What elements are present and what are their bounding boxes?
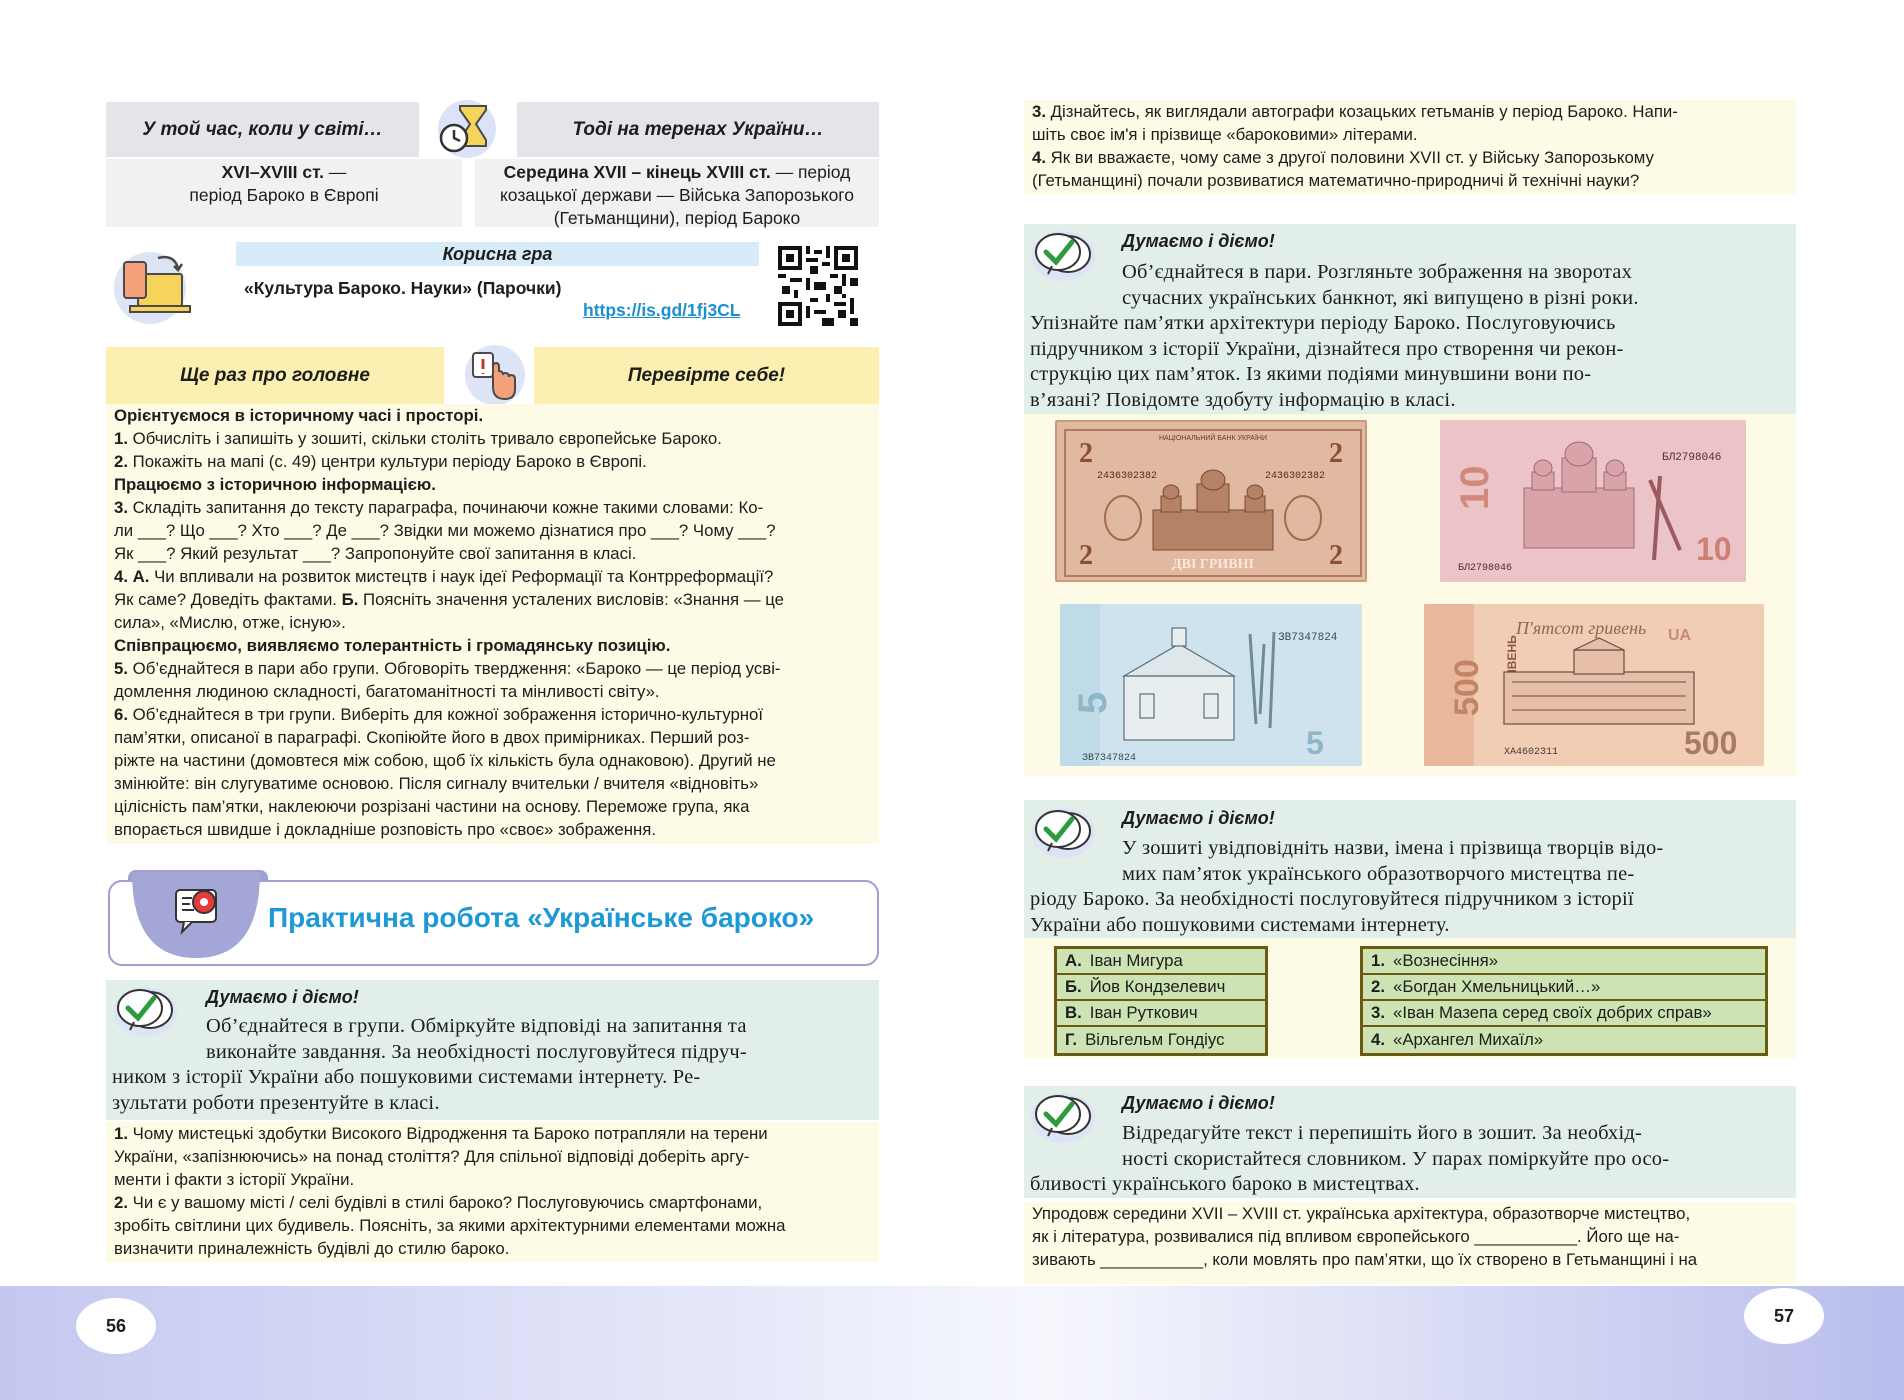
review-header-label: Ще раз про головне xyxy=(180,364,370,386)
svg-text:10: 10 xyxy=(1453,465,1497,510)
review-line: 2. Покажіть на мапі (с. 49) центри культури періоду Бароко в Європі. xyxy=(114,452,647,471)
review-line: Працюємо з історичною інформацією. xyxy=(114,475,436,494)
table-row: 2. «Богдан Хмельницький…» xyxy=(1363,975,1765,1001)
task-text-banknotes: Об’єднайтеся в пари. Розгляньте зображення на зворотах сучасних українських банкнот, які випущено в різні роки. Упізнайте пам’ятки архітектури періоду Бароко. Послуговуючись підручником з історії України, дізнайтеся про створення чи рекон- струкцію цих пам’яток. Із якими подіями минувшини вони по- в’язані? Повідомте здобуту інформацію в класі. xyxy=(1030,261,1639,411)
check-header xyxy=(534,347,879,404)
table-row: 4. «Архангел Михаїл» xyxy=(1371,1030,1544,1049)
review-questions xyxy=(106,404,879,844)
review-line: Орієнтуємося в історичному часі і просторі. xyxy=(114,406,484,425)
review-line: Як ___? Який результат ___? Запропонуйте свої запитання в класі. xyxy=(114,544,637,563)
world-period-rest: — xyxy=(324,162,347,182)
review-line: домлення людиною складності, багатоманітності та мінливості світу». xyxy=(114,682,660,701)
ukraine-period-bold: Середина XVII – кінець XVIII ст. xyxy=(503,162,771,182)
review-line: 1. Обчисліть і запишіть у зошиті, скільки століть тривало європейське Бароко. xyxy=(114,429,722,448)
review-line: впорається швидше і докладніше розповість про «своє» зображення. xyxy=(114,820,656,839)
header-world-label: У той час, коли у світі… xyxy=(142,118,383,140)
task-title-edit: Думаємо і діємо! xyxy=(1122,1093,1275,1113)
review-line: цілісність пам’ятки, наклеюючи розрізані частини на основу. Переможе група, яка xyxy=(114,797,750,816)
table-row: 1. «Вознесіння» xyxy=(1363,949,1765,975)
banknote-500-hryvnia xyxy=(1424,604,1764,766)
ukraine-period-box xyxy=(475,159,879,227)
hourglass-clock-icon xyxy=(432,98,502,160)
ukraine-period-line2: козацької держави — Війська Запорозького xyxy=(499,185,855,205)
svg-text:5: 5 xyxy=(1071,691,1115,714)
note10-serial-bottom: БЛ2798046 xyxy=(1458,563,1513,574)
note500-script: П'ятсот гривень xyxy=(1516,618,1647,638)
practical-questions: 1. Чому мистецькі здобутки Високого Відродження та Бароко потрапляли на терени України, «запізнюючись» на понад століття? Для спільної відповіді доберіть аргу- менти і факти з історії України. 2. Чи є у вашому місті / селі будівлі в стилі бароко? Послуговуючись смартфонами, зробіть світлини цих будивель. Поясніть, за якими архітектурними елементами можна визначити приналежність будівлі до стилю бароко. xyxy=(106,1122,879,1262)
page-number-left: 56 xyxy=(76,1298,156,1354)
note2-text: ДВІ ГРИВНІ xyxy=(1172,557,1254,572)
note5-serial-bottom: ЗВ7347824 xyxy=(1082,753,1137,764)
table-row: Б. Йов Кондзелевич xyxy=(1057,975,1265,1001)
game-link[interactable]: https://is.gd/1fj3CL xyxy=(583,300,741,320)
practical-work-icon xyxy=(132,872,260,958)
review-line: 6. Об’єднайтеся в три групи. Виберіть для кожної зображення історично-культурної xyxy=(114,705,764,724)
practical-work-title: Практична робота «Українське бароко» xyxy=(268,902,815,933)
ukraine-period-rest: — період xyxy=(770,162,851,182)
banknote-10-hryvnia xyxy=(1440,420,1746,582)
banknote-5-hryvnia xyxy=(1060,604,1362,766)
practical-questions-cont: 3. Дізнайтесь, як виглядали автографи козацьких гетьманів у період Бароко. Напи- шіть своє ім'я і прізвище «бароковими» літерами. 4. Як ви вважаєте, чому саме з другої половини XVII ст. у Війську Запорозькому (Гетьманщині) почали розвиватися математично-природничі й технічні науки? xyxy=(1024,100,1796,194)
review-line: ріжте на частини (домовтеся між собою, щоб їх кількість була однаковою). Другий не xyxy=(114,751,776,770)
review-line: сила», «Мислю, отже, існую». xyxy=(114,613,346,632)
task-title-left: Думаємо і діємо! xyxy=(206,987,359,1007)
review-header xyxy=(106,347,444,404)
svg-text:2: 2 xyxy=(1329,540,1343,571)
note2-serial-left: 2436302382 xyxy=(1097,471,1158,482)
game-header-label: Корисна гра xyxy=(442,244,553,264)
task-title-matching: Думаємо і діємо! xyxy=(1122,808,1275,828)
note2-bank: НАЦІОНАЛЬНИЙ БАНК УКРАЇНИ xyxy=(1158,435,1268,442)
svg-text:5: 5 xyxy=(1306,725,1324,761)
svg-text:2: 2 xyxy=(1079,438,1093,469)
svg-text:2: 2 xyxy=(1329,438,1343,469)
svg-text:UA: UA xyxy=(1668,627,1692,644)
review-line: 3. Складіть запитання до тексту параграфа, починаючи кожне такими словами: Ко- xyxy=(114,498,764,517)
task-text-matching: У зошиті увідповідніть назви, імена і прізвища творців відо- мих пам’яток українського образотворчого мистецтва пе- ріоду Бароко. За необхідності послуговуйтеся підручником з історії України або пошуковими системами інтернету. xyxy=(1030,837,1664,936)
header-world xyxy=(106,102,419,157)
edit-text: Упродовж середини XVII – XVIII ст. українська архітектура, образотворче мистецтво, як і література, розвивалися під впливом європейського ___________. Його ще на- зивають ___________, коли мовлять про пам’ятки, що їх створено в Гетьманщині і на xyxy=(1024,1202,1796,1284)
task-text-edit: Відредагуйте текст і перепишіть його в зошит. За необхід- ності скористайтеся словником. У парах поміркуйте про осо- бливості українського бароко в мистецтвах. xyxy=(1030,1122,1670,1195)
review-line: ли ___? Що ___? Хто ___? Де ___? Звідки ми можемо дізнатися про ___? Чому ___? xyxy=(114,521,776,540)
game-computer-icon xyxy=(108,244,198,328)
note500-serial: ХА4602311 xyxy=(1504,747,1559,758)
works-table xyxy=(1360,946,1768,1056)
pointer-hand-icon xyxy=(463,343,527,407)
task-title-banknotes: Думаємо і діємо! xyxy=(1122,231,1275,251)
review-line: 5. Об’єднайтеся в пари або групи. Обговоріть твердження: «Бароко — це період усві- xyxy=(114,659,781,678)
note2-serial-right: 2436302382 xyxy=(1265,471,1326,482)
review-line: пам’ятки, описаної в параграфі. Скопіюйте його в двох примірниках. Перший роз- xyxy=(114,728,750,747)
review-line: Як саме? Доведіть фактами. Б. Поясніть значення усталених висловів: «Знання — це xyxy=(114,590,784,609)
svg-text:500: 500 xyxy=(1448,659,1486,716)
banknote-2-hryvnia xyxy=(1055,420,1367,582)
svg-text:2: 2 xyxy=(1079,540,1093,571)
game-title: «Культура Бароко. Науки» (Парочки) xyxy=(244,278,562,298)
table-row: 3. «Іван Мазепа серед своїх добрих справ» xyxy=(1363,1001,1765,1027)
world-period-box xyxy=(106,159,462,227)
note5-serial-top: ЗВ7347824 xyxy=(1278,632,1338,644)
table-row: А. Іван Мигура xyxy=(1057,949,1265,975)
table-row: Г. Вільгельм Гондіус xyxy=(1065,1030,1225,1049)
note10-serial-top: БЛ2798046 xyxy=(1662,452,1722,464)
names-table xyxy=(1054,946,1268,1056)
header-ukraine-label: Тоді на теренах України… xyxy=(572,118,824,140)
check-header-label: Перевірте себе! xyxy=(627,364,786,386)
svg-text:500: 500 xyxy=(1684,725,1738,761)
ukraine-period-line3: (Гетьманщини), період Бароко xyxy=(553,208,801,228)
svg-text:10: 10 xyxy=(1696,531,1732,567)
world-period-line2: період Бароко в Європі xyxy=(189,185,379,205)
footer-band xyxy=(0,1286,1904,1400)
table-row: В. Іван Руткович xyxy=(1057,1001,1265,1027)
task-text-left: Об’єднайтеся в групи. Обміркуйте відповіді на запитання та виконайте завдання. За необхідності послуговуйтеся підруч- ником з історії України або пошуковими системами інтернету. Ре- зультати роботи презентуйте в класі. xyxy=(112,1015,747,1114)
review-line: Співпрацюємо, виявляємо толерантність і громадянську позицію. xyxy=(114,636,671,655)
review-line: змінюйте: він слугуватиме основою. Після сигналу вчительки / вчителя «відновіть» xyxy=(114,774,759,793)
qr-code-icon[interactable] xyxy=(778,246,858,326)
review-line: 4. А. Чи впливали на розвиток мистецтв і наук ідеї Реформації та Контрреформації? xyxy=(114,567,774,586)
game-header xyxy=(236,242,759,266)
page-number-right: 57 xyxy=(1744,1288,1824,1344)
header-ukraine xyxy=(517,102,879,157)
world-period-bold: XVI–XVIII ст. xyxy=(221,162,324,182)
